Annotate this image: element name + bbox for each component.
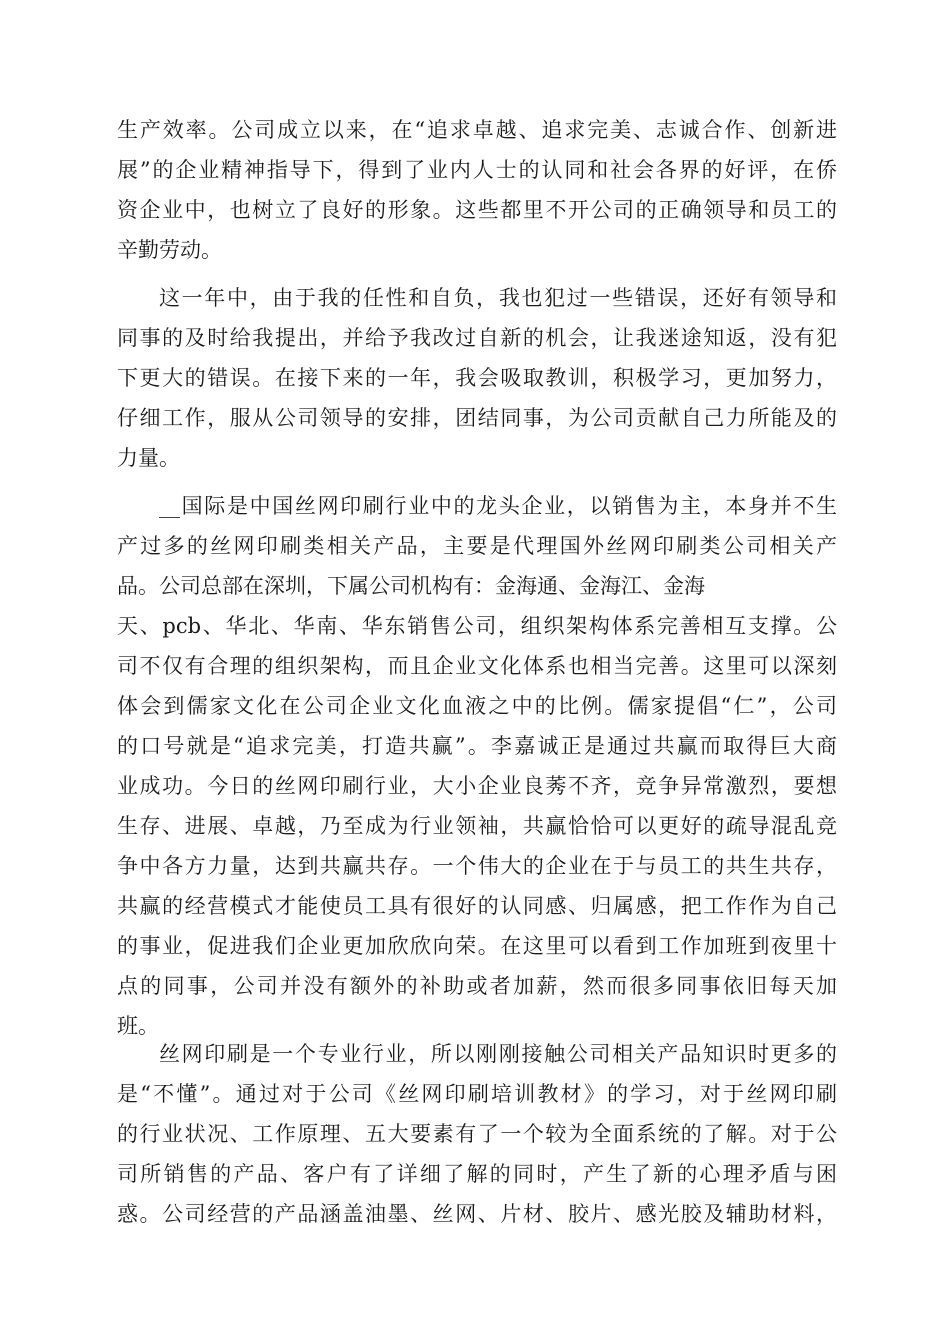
text-line: 仔细工作，服从公司领导的安排，团结同事，为公司贡献自己力所能及的: [117, 406, 837, 430]
text-line: 的行业状况、工作原理、五大要素有了一个较为全面系统的了解。对于公: [117, 1122, 837, 1146]
text-line: 司所销售的产品、客户有了详细了解的同时，产生了新的心理矛盾与困: [117, 1162, 837, 1186]
text-line: 的事业，促进我们企业更加欣欣向荣。在这里可以看到工作加班到夜里十: [117, 934, 837, 958]
text-line: 共赢的经营模式才能使员工具有很好的认同感、归属感，把工作作为自己: [117, 894, 837, 918]
text-line: __国际是中国丝网印刷行业中的龙头企业，以销售为主，本身并不生: [159, 494, 837, 518]
text-line: 生产效率。公司成立以来，在“追求卓越、追求完美、志诚合作、创新进: [117, 118, 837, 142]
text-line: 司不仅有合理的组织架构，而且企业文化体系也相当完善。这里可以深刻: [117, 654, 837, 678]
paragraph-3: [117, 486, 837, 1046]
text-line: 资企业中，也树立了良好的形象。这些都里不开公司的正确领导和员工的: [117, 198, 837, 222]
text-line: 争中各方力量，达到共赢共存。一个伟大的企业在于与员工的共生共存，: [117, 854, 837, 878]
text-line: 的口号就是“追求完美，打造共赢”。李嘉诚正是通过共赢而取得巨大商: [117, 734, 837, 758]
text-line: 生存、进展、卓越，乃至成为行业领袖，共赢恰恰可以更好的疏导混乱竞: [117, 814, 837, 838]
text-line: 体会到儒家文化在公司企业文化血液之中的比例。儒家提倡“仁”，公司: [117, 694, 837, 718]
text-line: 是“不懂”。通过对于公司《丝网印刷培训教材》的学习，对于丝网印刷: [117, 1082, 837, 1106]
text-line: 天、pcb、华北、华南、华东销售公司，组织架构体系完善相互支撑。公: [117, 614, 837, 638]
text-line: 这一年中，由于我的任性和自负，我也犯过一些错误，还好有领导和: [159, 286, 837, 310]
paragraph-2: [117, 278, 837, 478]
text-line: 丝网印刷是一个专业行业，所以刚刚接触公司相关产品知识时更多的: [159, 1042, 837, 1066]
paragraph-1: [117, 110, 837, 270]
text-line: 力量。: [117, 446, 180, 470]
text-line: 惑。公司经营的产品涵盖油墨、丝网、片材、胶片、感光胶及辅助材料，: [117, 1202, 837, 1226]
text-line: 下更大的错误。在接下来的一年，我会吸取教训，积极学习，更加努力，: [117, 366, 837, 390]
text-line: 展”的企业精神指导下，得到了业内人士的认同和社会各界的好评，在侨: [117, 158, 837, 182]
paragraph-4: [117, 1034, 837, 1234]
text-line: 品。公司总部在深圳，下属公司机构有：金海通、金海江、金海: [117, 574, 705, 598]
text-line: 业成功。今日的丝网印刷行业，大小企业良莠不齐，竞争异常激烈，要想: [117, 774, 837, 798]
text-line: 产过多的丝网印刷类相关产品，主要是代理国外丝网印刷类公司相关产: [117, 534, 837, 558]
text-line: 班。: [117, 1014, 159, 1038]
text-line: 辛勤劳动。: [117, 238, 222, 262]
text-line: 同事的及时给我提出，并给予我改过自新的机会，让我迷途知返，没有犯: [117, 326, 837, 350]
text-line: 点的同事，公司并没有额外的补助或者加薪，然而很多同事依旧每天加: [117, 974, 837, 998]
